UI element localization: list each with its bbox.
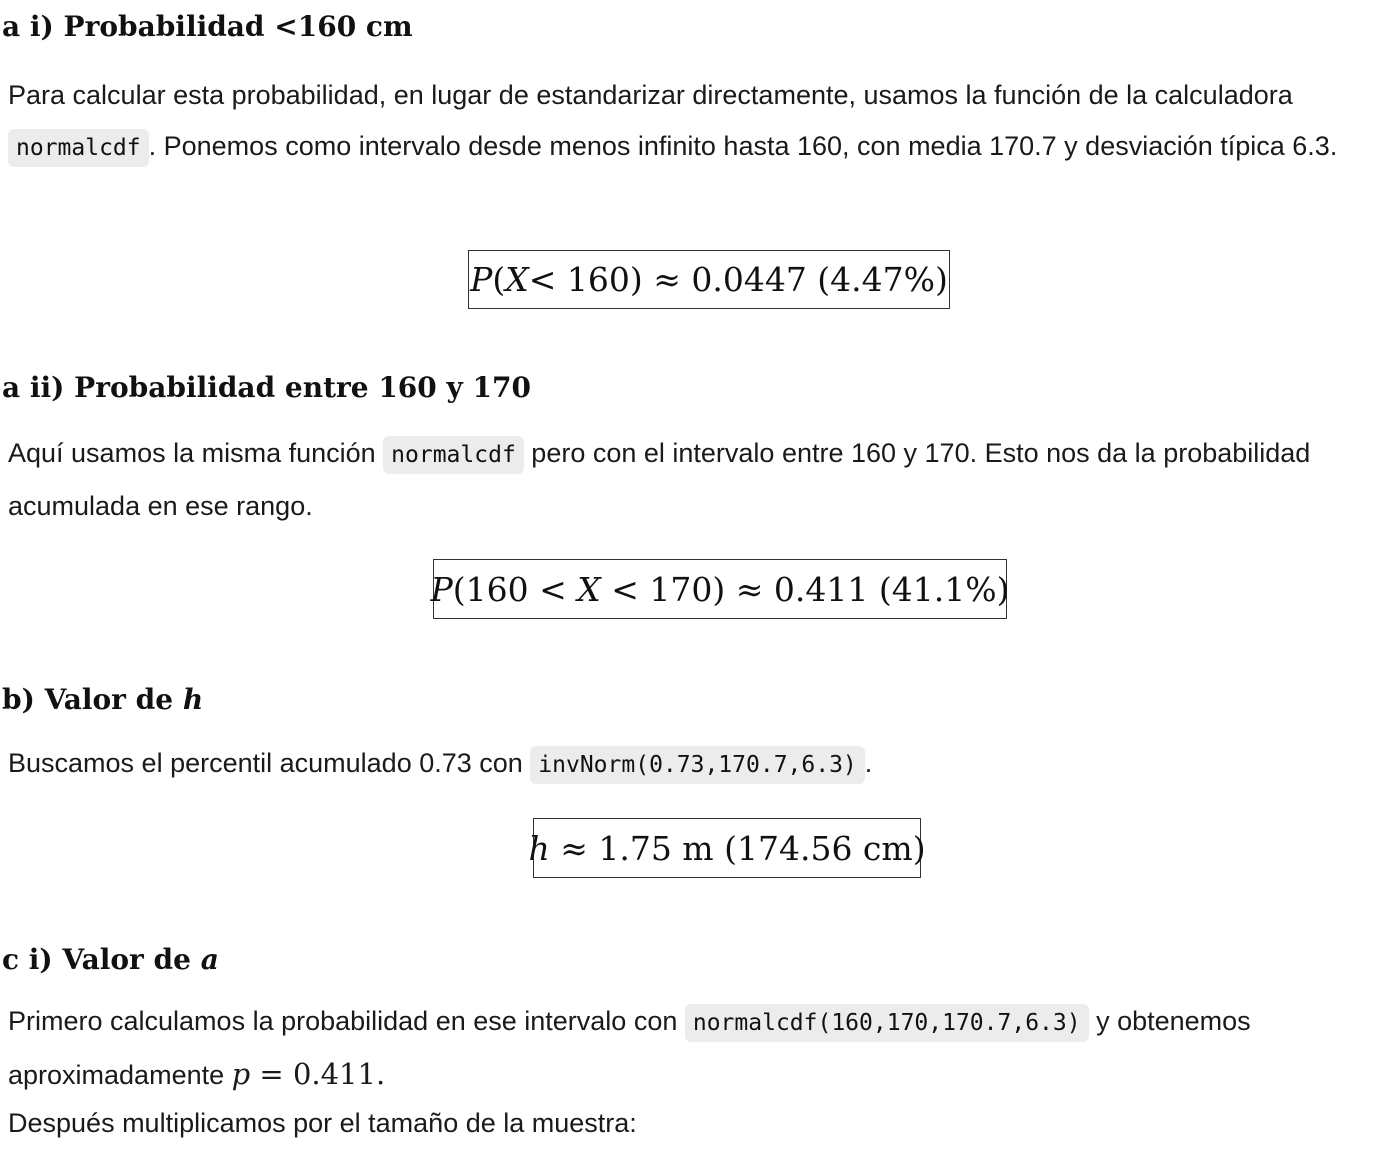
section-heading-a-i: a i) Probabilidad <160 cm	[2, 10, 413, 43]
paragraph-text: pero con el intervalo entre 160 y 170. Esto nos da la probabilidad acumulada en ese rango.	[8, 438, 1311, 521]
section-heading-c-i	[2, 942, 219, 978]
paragraph-text: Primero calculamos la probabilidad en ese intervalo con	[8, 1006, 685, 1036]
formula-var: X	[577, 569, 601, 609]
inline-code: normalcdf	[383, 436, 524, 474]
formula-var: P	[470, 260, 493, 299]
inline-code: normalcdf(160,170,170.7,6.3)	[685, 1004, 1089, 1042]
formula-box-a-ii	[430, 559, 1010, 619]
formula-var: P	[430, 569, 453, 609]
paragraph-text: y obtenemos aproximadamente	[8, 1006, 1251, 1090]
formula-approx: ≈	[642, 260, 692, 299]
paragraph-c-i	[8, 996, 1384, 1101]
paragraph-a-ii	[8, 428, 1384, 532]
formula-box-b	[528, 818, 926, 878]
formula-text: (160 <	[452, 569, 578, 609]
section-heading-b	[2, 682, 203, 718]
formula-box-a-i	[468, 250, 950, 309]
formula-value: 0.0447 (4.47%)	[691, 260, 948, 299]
inline-code: invNorm(0.73,170.7,6.3)	[530, 746, 865, 784]
paragraph-text: Para calcular esta probabilidad, en lugar de estandarizar directamente, usamos la función de la calculadora	[8, 80, 1293, 110]
formula-value: 0.411 (41.1%)	[773, 569, 1010, 609]
inline-code: normalcdf	[8, 129, 149, 167]
formula-text: (	[492, 260, 506, 299]
paragraph-text: . Ponemos como intervalo desde menos infinito hasta 160, con media 170.7 y desviación típica 6.3.	[148, 131, 1338, 161]
formula-text: < 160)	[528, 260, 643, 299]
heading-text: c i) Valor de	[2, 943, 201, 976]
paragraph-a-i	[8, 70, 1384, 174]
inline-math	[232, 1057, 386, 1091]
formula-approx: ≈	[725, 569, 774, 609]
paragraph-c-i-second: Después multiplicamos por el tamaño de la muestra:	[8, 1108, 637, 1138]
heading-variable: h	[182, 683, 204, 716]
formula-text: < 170)	[600, 569, 726, 609]
math-text: = 0.411.	[250, 1057, 386, 1091]
heading-variable: a	[200, 943, 219, 976]
paragraph-text: .	[864, 748, 873, 778]
heading-text: b) Valor de	[2, 683, 183, 716]
section-heading-a-ii: a ii) Probabilidad entre 160 y 170	[2, 371, 531, 404]
math-var: p	[231, 1057, 251, 1091]
formula-var: h	[528, 828, 550, 868]
paragraph-text: Aquí usamos la misma función	[8, 438, 384, 468]
formula-value: 1.75 m (174.56 cm)	[598, 828, 926, 868]
paragraph-text: Buscamos el percentil acumulado 0.73 con	[8, 748, 531, 778]
formula-approx: ≈	[549, 828, 599, 868]
formula-var: X	[505, 260, 529, 299]
paragraph-b	[8, 738, 1384, 791]
